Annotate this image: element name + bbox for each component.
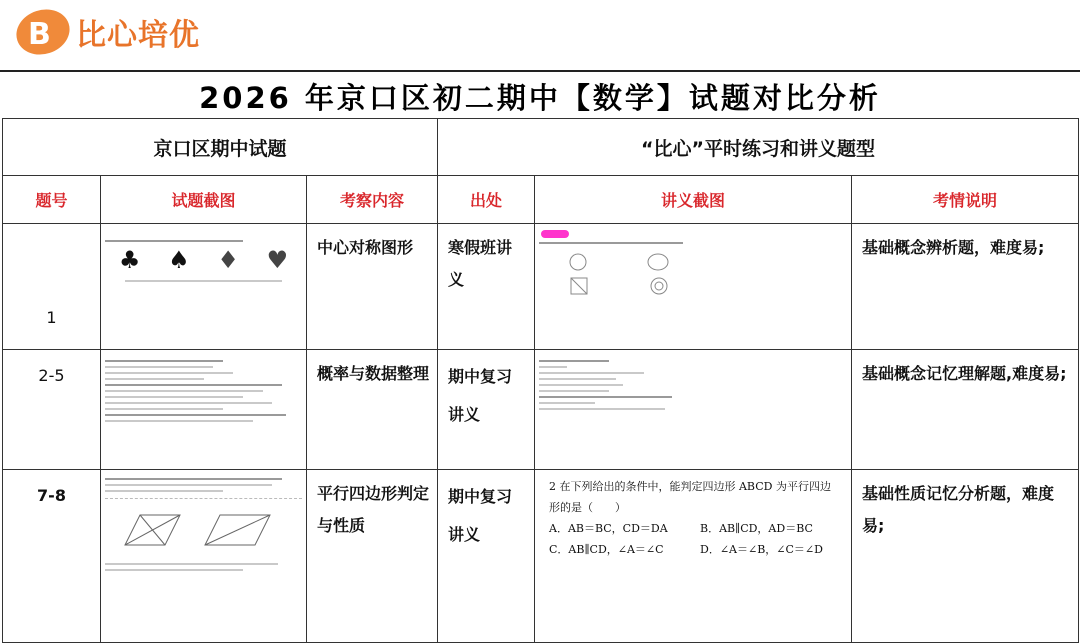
col-header-number: 题号 [3, 176, 101, 224]
option-c: C．AB∥CD，∠A＝∠C [549, 543, 664, 556]
option-d: D．∠A＝∠B，∠C＝∠D [700, 543, 823, 556]
col-header-question-shot: 试题截图 [101, 176, 307, 224]
heart-icon: ♥ [266, 246, 289, 274]
comparison-table [2, 118, 1079, 643]
question-text [535, 470, 851, 560]
circle-shape-icon [646, 252, 670, 272]
handout-tag-icon [541, 230, 569, 238]
row-note: 基础概念记忆理解题,难度易; [852, 350, 1079, 470]
suit-symbols [105, 246, 302, 274]
row-number: 2-5 [3, 350, 101, 470]
logo-text: 比心培优 [76, 18, 200, 53]
logo-mark-icon [14, 6, 72, 58]
column-header-row [3, 176, 1079, 224]
row-content: 中心对称图形 [307, 224, 438, 350]
col-header-note: 考情说明 [852, 176, 1079, 224]
question-screenshot [101, 470, 307, 643]
row-note: 基础性质记忆分析题，难度易; [852, 470, 1079, 643]
row-source: 期中复习讲义 [438, 470, 535, 643]
club-icon: ♣ [118, 246, 141, 274]
spade-icon: ♠ [168, 246, 190, 274]
question-stem: 2 在下列给出的条件中，能判定四边形 ABCD 为平行四边形的是（ ） [549, 480, 831, 514]
col-header-content: 考察内容 [307, 176, 438, 224]
gear-shape-icon [568, 252, 588, 272]
square-shape-icon [569, 276, 589, 296]
handout-screenshot [535, 350, 852, 470]
question-screenshot [101, 224, 307, 350]
row-note: 基础概念辨析题，难度易; [852, 224, 1079, 350]
option-a: A．AB＝BC，CD＝DA [549, 522, 668, 535]
page-title: 2026 年京口区初二期中【数学】试题对比分析 [199, 80, 881, 115]
logo [14, 6, 200, 58]
col-header-source: 出处 [438, 176, 535, 224]
title-bar [0, 70, 1080, 120]
row-content: 概率与数据整理 [307, 350, 438, 470]
table-row [3, 470, 1079, 643]
section-header-row [3, 119, 1079, 176]
row-content: 平行四边形判定与性质 [307, 470, 438, 643]
row-number: 1 [3, 224, 101, 350]
parallelogram-figures [105, 505, 285, 555]
row-source: 期中复习讲义 [438, 350, 535, 470]
diamond-icon: ♦ [217, 246, 239, 274]
row-source: 寒假班讲义 [438, 224, 535, 350]
question-screenshot [101, 350, 307, 470]
option-b: B．AB∥CD，AD＝BC [700, 522, 813, 535]
handout-screenshot [535, 224, 852, 350]
svg-text:B: B [28, 17, 51, 52]
row-number: 7-8 [3, 470, 101, 643]
section-left: 京口区期中试题 [3, 119, 438, 176]
col-header-handout-shot: 讲义截图 [535, 176, 852, 224]
table-row [3, 350, 1079, 470]
handout-screenshot [535, 470, 852, 643]
table-row [3, 224, 1079, 350]
section-right: “比心”平时练习和讲义题型 [438, 119, 1079, 176]
spiral-shape-icon [649, 276, 669, 296]
